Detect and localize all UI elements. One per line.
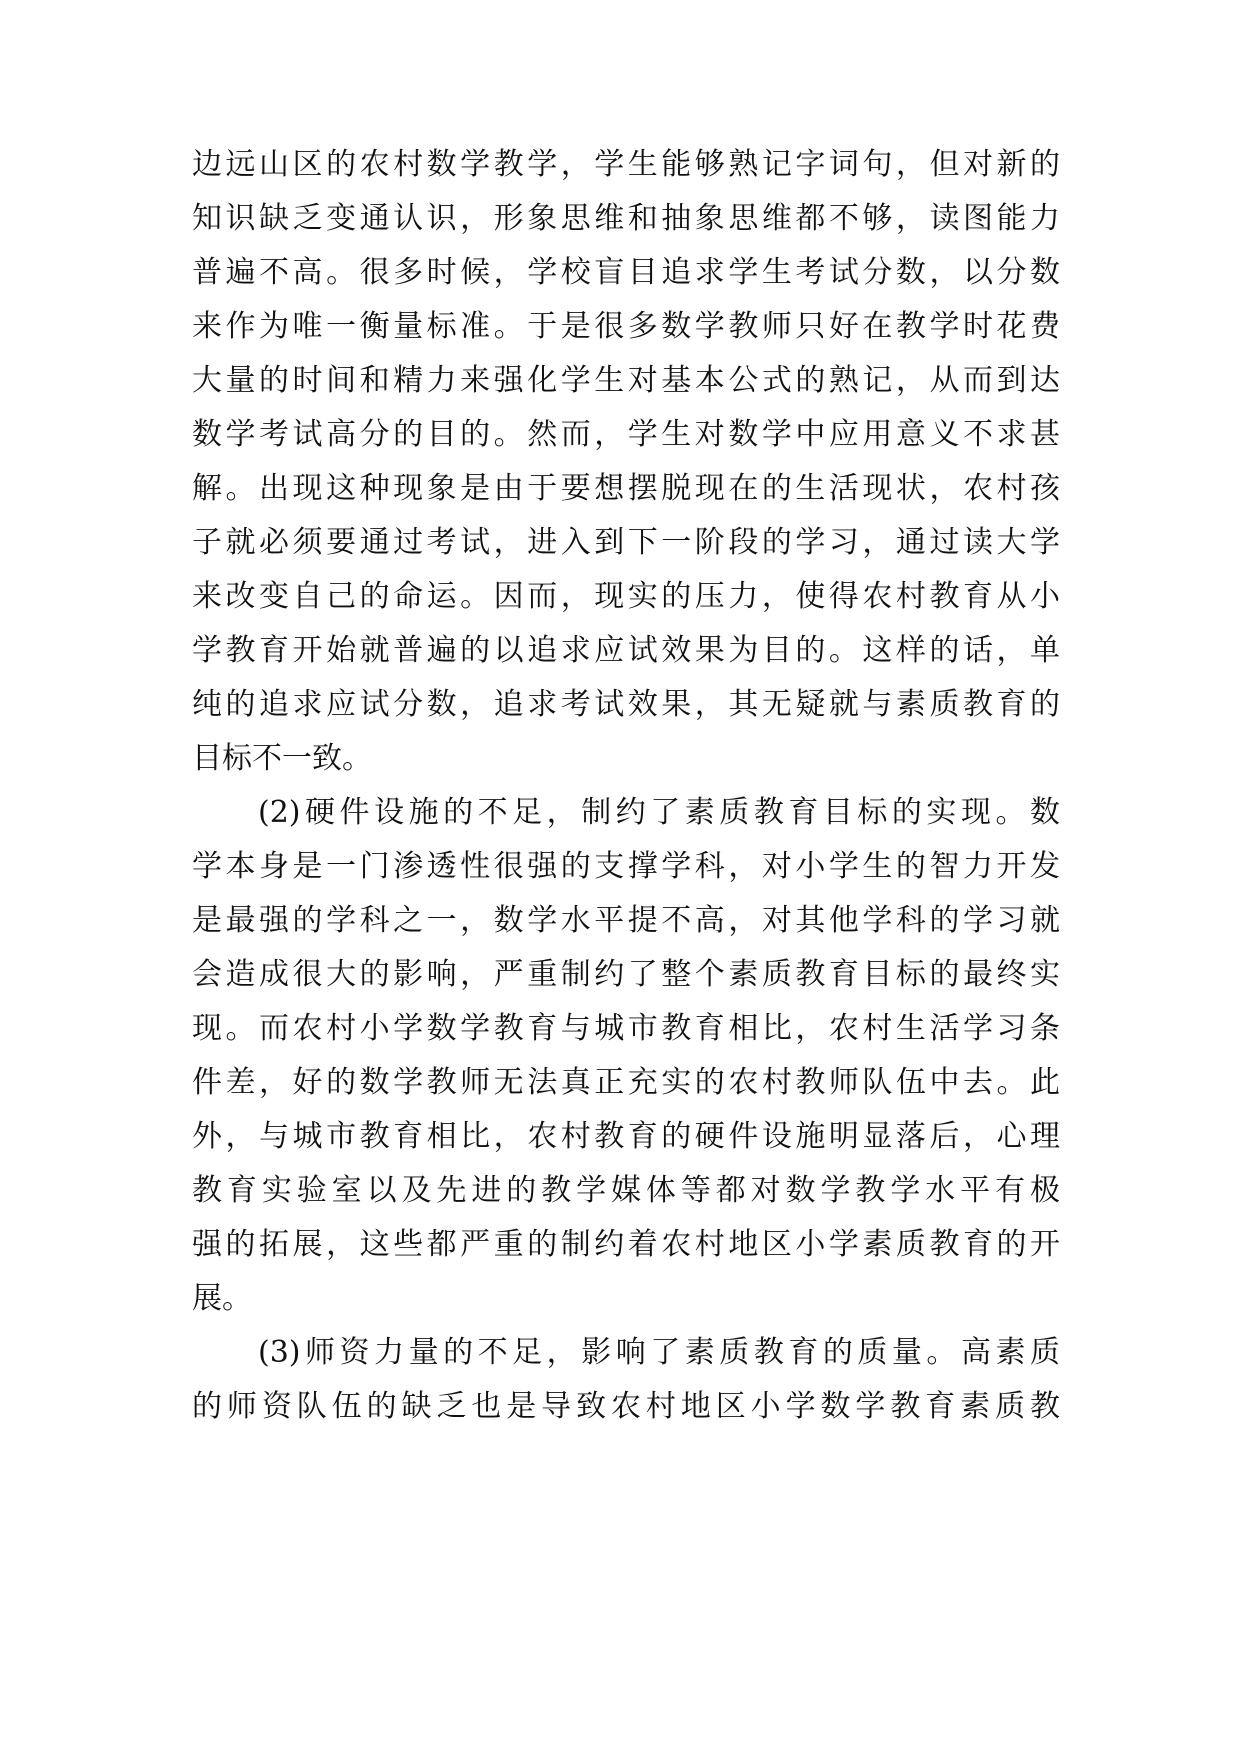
text-line: 子就必须要通过考试，进入到下一阶段的学习，通过读大学: [192, 525, 1060, 560]
text-line: 普遍不高。很多时候，学校盲目追求学生考试分数，以分数: [192, 255, 1060, 290]
text-line: 解。出现这种现象是由于要想摆脱现在的生活现状，农村孩: [192, 471, 1060, 506]
text-line: 来作为唯一衡量标准。于是很多数学教师只好在教学时花费: [192, 309, 1060, 344]
paragraph-start-line: (2)硬件设施的不足，制约了素质教育目标的实现。数: [258, 795, 1060, 830]
text-line: 外，与城市教育相比，农村教育的硬件设施明显落后，心理: [192, 1119, 1060, 1154]
text-line: 教育实验室以及先进的教学媒体等都对数学教学水平有极: [192, 1173, 1060, 1208]
text-line: 现。而农村小学数学教育与城市教育相比，农村生活学习条: [192, 1011, 1060, 1046]
text-line: 数学考试高分的目的。然而，学生对数学中应用意义不求甚: [192, 417, 1060, 452]
text-line: 大量的时间和精力来强化学生对基本公式的熟记，从而到达: [192, 363, 1060, 398]
text-line: 强的拓展，这些都严重的制约着农村地区小学素质教育的开: [192, 1227, 1060, 1262]
paragraph-end-line: 目标不一致。: [192, 741, 372, 776]
text-line: 知识缺乏变通认识，形象思维和抽象思维都不够，读图能力: [192, 201, 1060, 236]
text-line: 件差，好的数学教师无法真正充实的农村教师队伍中去。此: [192, 1065, 1060, 1100]
text-line: 来改变自己的命运。因而，现实的压力，使得农村教育从小: [192, 579, 1060, 614]
paragraph-start-line: (3)师资力量的不足，影响了素质教育的质量。高素质: [258, 1335, 1060, 1370]
text-line: 边远山区的农村数学教学，学生能够熟记字词句，但对新的: [192, 147, 1060, 182]
text-line: 的师资队伍的缺乏也是导致农村地区小学数学教育素质教: [192, 1389, 1060, 1424]
paragraph-end-line: 展。: [192, 1281, 252, 1316]
text-line: 学本身是一门渗透性很强的支撑学科，对小学生的智力开发: [192, 849, 1060, 884]
text-line: 会造成很大的影响，严重制约了整个素质教育目标的最终实: [192, 957, 1060, 992]
text-line: 是最强的学科之一，数学水平提不高，对其他学科的学习就: [192, 903, 1060, 938]
text-line: 纯的追求应试分数，追求考试效果，其无疑就与素质教育的: [192, 687, 1060, 722]
text-line: 学教育开始就普遍的以追求应试效果为目的。这样的话，单: [192, 633, 1060, 668]
